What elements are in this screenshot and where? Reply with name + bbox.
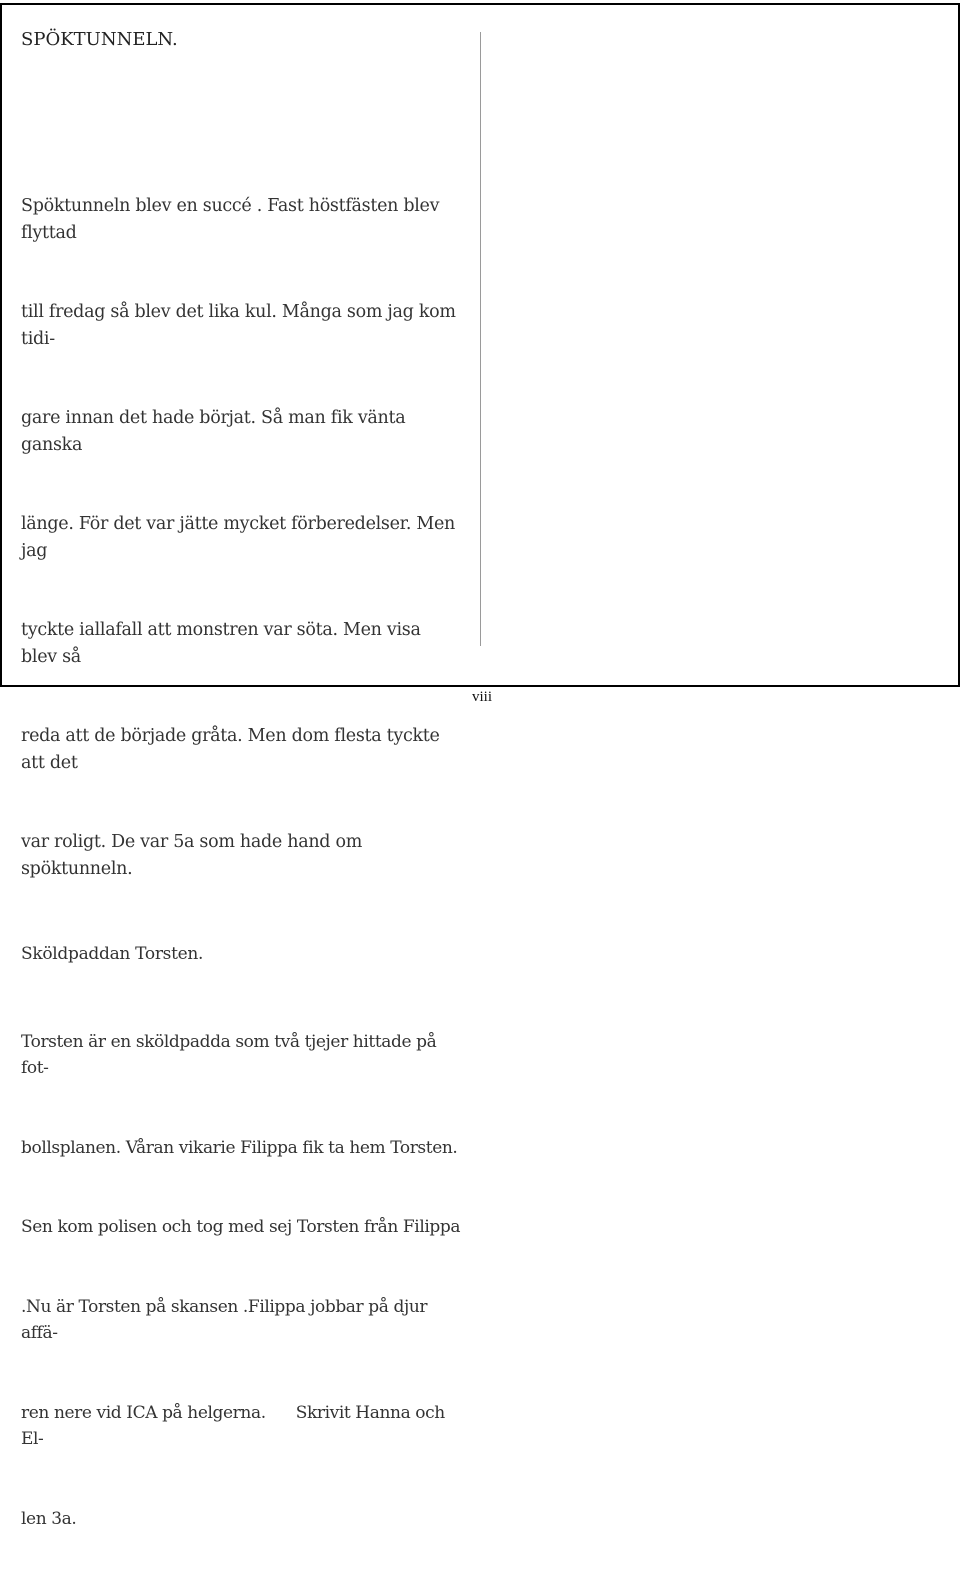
paragraph-spoktunneln bbox=[21, 140, 461, 935]
paragraph-line: Spöktunneln blev en succé . Fast höstfästen blev flyttad bbox=[21, 193, 461, 246]
paragraph-line: Torsten är en sköldpadda som två tjejer hittade på fot- bbox=[21, 1029, 461, 1082]
article-column bbox=[21, 27, 461, 1585]
section-heading-skoldpaddan: Sköldpaddan Torsten. bbox=[21, 941, 461, 968]
paragraph-line: gare innan det hade börjat. Så man fik vänta ganska bbox=[21, 405, 461, 458]
paragraph-line: ren nere vid ICA på helgerna. Skrivit Hanna och El- bbox=[21, 1400, 461, 1453]
paragraph-line: Sen kom polisen och tog med sej Torsten från Filippa bbox=[21, 1214, 461, 1241]
article-title: SPÖKTUNNELN. bbox=[21, 27, 461, 53]
paragraph-line: till fredag så blev det lika kul. Många som jag kom tidi- bbox=[21, 299, 461, 352]
paragraph-line: länge. För det var jätte mycket förberedelser. Men jag bbox=[21, 511, 461, 564]
paragraph-line: reda att de började gråta. Men dom flesta tyckte att det bbox=[21, 723, 461, 776]
paragraph-line: bollsplanen. Våran vikarie Filippa fik ta hem Torsten. bbox=[21, 1135, 461, 1162]
paragraph-line: var roligt. De var 5a som hade hand om spöktunneln. bbox=[21, 829, 461, 882]
paragraph-line: len 3a. bbox=[21, 1506, 461, 1533]
column-divider bbox=[480, 32, 481, 646]
paragraph-line: .Nu är Torsten på skansen .Filippa jobbar på djur affä- bbox=[21, 1294, 461, 1347]
paragraph-torsten bbox=[21, 976, 461, 1585]
page-number: viii bbox=[467, 688, 497, 706]
paragraph-line: tyckte iallafall att monstren var söta. Men visa blev så bbox=[21, 617, 461, 670]
